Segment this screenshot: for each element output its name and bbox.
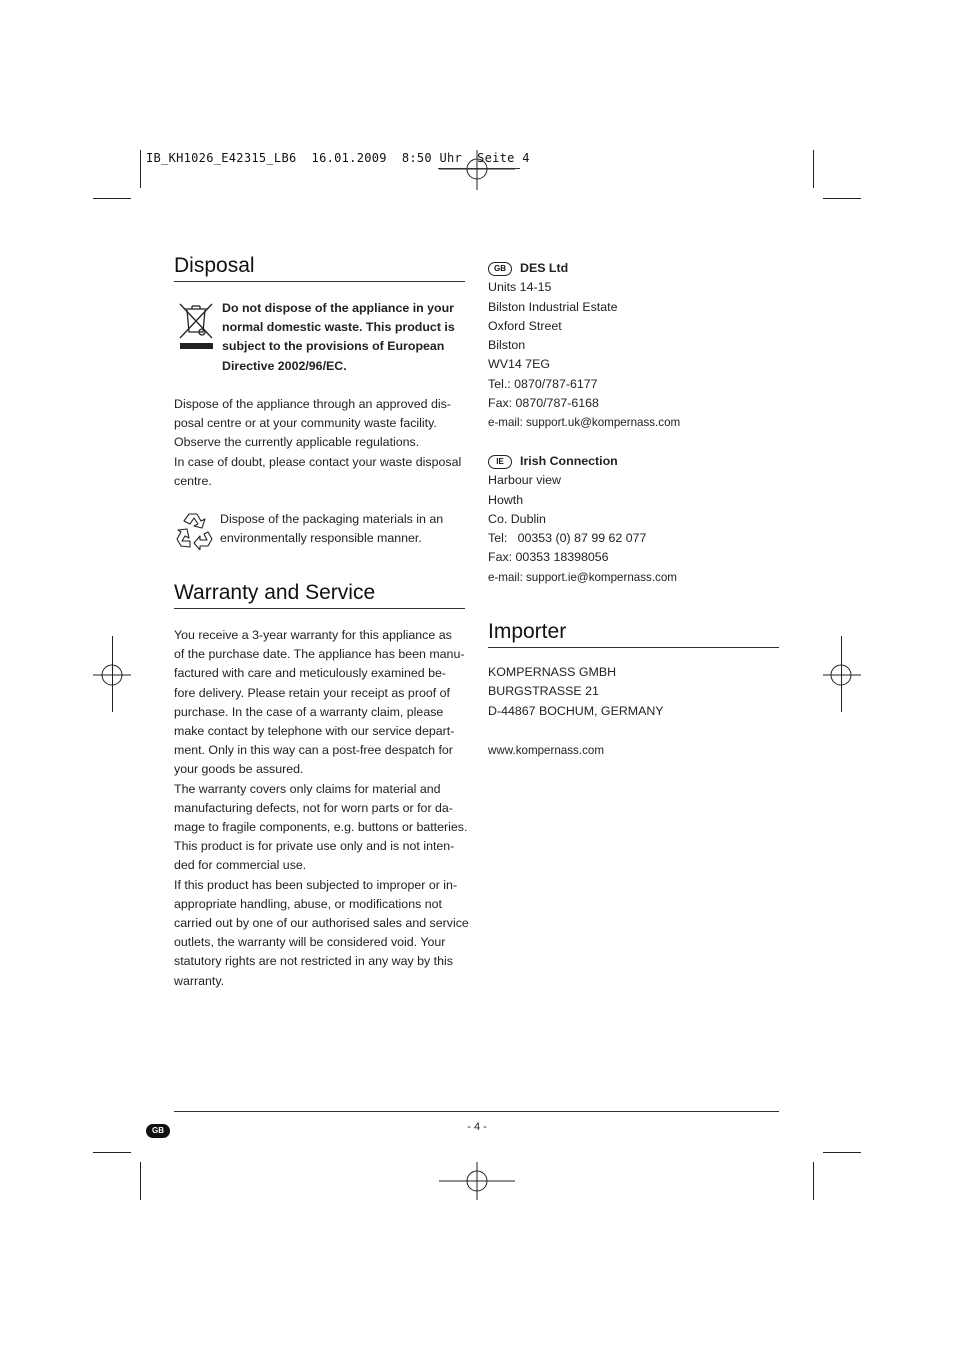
phone-line: Tel.: 0870/787-6177	[488, 376, 598, 391]
disposal-body-line: In case of doubt, please contact your waste disposal	[174, 454, 462, 469]
warranty-line: your goods be assured.	[174, 762, 304, 777]
print-slug: IB_KH1026_E42315_LB6 16.01.2009 8:50 Uhr Seite 4	[146, 151, 530, 165]
packaging-note	[220, 510, 443, 548]
warranty-line: ment. Only in this way can a post-free despatch for	[174, 743, 453, 758]
footer-language-badge	[146, 1121, 170, 1139]
footer-rule	[174, 1111, 779, 1112]
recycling-icon	[175, 510, 215, 550]
service-ie-address	[488, 452, 677, 587]
warranty-line: If this product has been subjected to improper or in-	[174, 877, 458, 892]
slug-underline	[438, 168, 520, 169]
warranty-line: ded for commercial use.	[174, 858, 307, 873]
importer-line: BURGSTRASSE 21	[488, 684, 599, 699]
page-number: - 4 -	[467, 1121, 487, 1133]
warranty-line: make contact by telephone with our service depart-	[174, 724, 455, 739]
warranty-line: of the purchase date. The appliance has been manu-	[174, 647, 465, 662]
disposal-body-line: centre.	[174, 473, 212, 488]
address-line: Bilston Industrial Estate	[488, 299, 618, 314]
warranty-line: statutory rights are not restricted in any way by this	[174, 954, 453, 969]
email-line: e-mail: support.uk@kompernass.com	[488, 416, 681, 430]
disposal-notice-line: Directive 2002/96/EC.	[222, 358, 347, 373]
disposal-body-line: Observe the currently applicable regulations.	[174, 435, 420, 450]
gb-badge: GB	[146, 1124, 170, 1138]
importer-website[interactable]: www.kompernass.com	[488, 744, 604, 757]
service-ie-heading	[488, 452, 677, 471]
fax-line: Fax: 0870/787-6168	[488, 396, 599, 411]
warranty-line: The warranty covers only claims for material and	[174, 781, 441, 796]
importer-title-rule	[488, 647, 779, 648]
warranty-line: fore delivery. Please retain your receipt as proof of	[174, 685, 450, 700]
address-line: WV14 7EG	[488, 357, 550, 372]
disposal-title: Disposal	[174, 254, 255, 277]
warranty-line: carried out by one of our authorised sales and service	[174, 916, 469, 931]
importer-line: D-44867 BOCHUM, GERMANY	[488, 703, 664, 718]
address-line: Harbour view	[488, 473, 561, 488]
service-gb-name: DES Ltd	[520, 261, 569, 275]
disposal-body-line: posal centre or at your community waste facility.	[174, 416, 437, 431]
service-ie-name: Irish Connection	[520, 454, 618, 468]
importer-address	[488, 663, 664, 721]
warranty-line: manufacturing defects, not for worn parts or for da-	[174, 800, 453, 815]
disposal-notice-line: subject to the provisions of European	[222, 339, 445, 354]
address-line: Co. Dublin	[488, 511, 546, 526]
service-gb-heading	[488, 259, 680, 278]
service-gb-address	[488, 259, 680, 433]
address-line: Howth	[488, 492, 524, 507]
email-line: e-mail: support.ie@kompernass.com	[488, 570, 677, 584]
disposal-notice-line: Do not dispose of the appliance in your	[222, 301, 454, 315]
disposal-body	[174, 395, 461, 491]
importer-line: KOMPERNASS GMBH	[488, 665, 617, 679]
crossed-bin-icon	[178, 300, 214, 352]
warranty-line: warranty.	[174, 973, 225, 988]
warranty-line: factured with care and meticulously examined be-	[174, 666, 447, 681]
warranty-line: This product is for private use only and is not inten-	[174, 839, 455, 854]
warranty-body	[174, 626, 469, 991]
importer-title: Importer	[488, 620, 567, 643]
warranty-line: mage to fragile components, e.g. buttons or batteries.	[174, 820, 468, 835]
warranty-line: appropriate handling, abuse, or modifications not	[174, 896, 442, 911]
warranty-title: Warranty and Service	[174, 581, 376, 604]
ie-country-badge: IE	[488, 455, 512, 469]
packaging-note-line: Dispose of the packaging materials in an	[220, 512, 444, 526]
disposal-notice	[222, 299, 455, 376]
warranty-line: outlets, the warranty will be considered void. Your	[174, 935, 446, 950]
warranty-line: purchase. In the case of a warranty claim, please	[174, 704, 444, 719]
address-line: Units 14-15	[488, 280, 552, 295]
warranty-line: You receive a 3-year warranty for this appliance as	[174, 628, 452, 642]
fax-line: Fax: 00353 18398056	[488, 550, 609, 565]
warranty-title-rule	[174, 608, 465, 609]
address-line: Bilston	[488, 338, 526, 353]
disposal-notice-line: normal domestic waste. This product is	[222, 320, 455, 335]
phone-line: Tel: 00353 (0) 87 99 62 077	[488, 531, 647, 546]
packaging-note-line: environmentally responsible manner.	[220, 531, 422, 546]
address-line: Oxford Street	[488, 318, 562, 333]
disposal-title-rule	[174, 281, 465, 282]
gb-country-badge: GB	[488, 262, 512, 276]
disposal-body-line: Dispose of the appliance through an approved dis-	[174, 397, 451, 411]
